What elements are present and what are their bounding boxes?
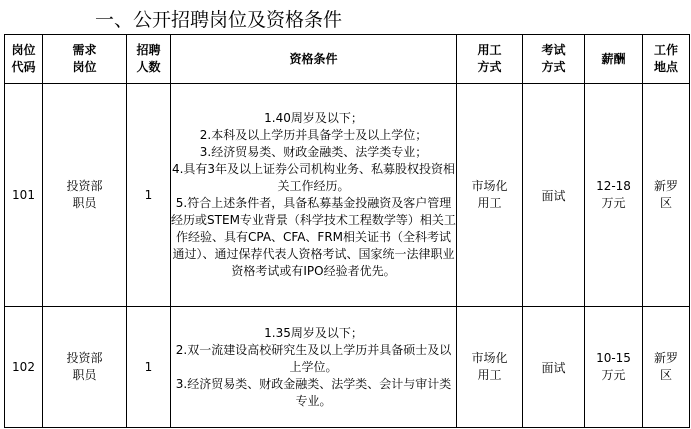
cell-position: 投资部 职员 bbox=[43, 307, 127, 428]
condition-item: 2.双一流建设高校研究生及以上学历并具备硕士及以上学位。 bbox=[175, 342, 452, 374]
cell-conditions bbox=[171, 307, 457, 428]
cell-count: 1 bbox=[127, 84, 171, 307]
cell-conditions bbox=[171, 84, 457, 307]
condition-item: 3.经济贸易类、财政金融类、法学类、会计与审计类专业。 bbox=[175, 376, 452, 408]
header-code: 岗位 代码 bbox=[5, 35, 43, 84]
page-title: 一、公开招聘岗位及资格条件 bbox=[95, 9, 343, 31]
cell-code: 102 bbox=[5, 307, 43, 428]
recruitment-table bbox=[4, 34, 690, 428]
header-exam: 考试 方式 bbox=[523, 35, 585, 84]
cell-location: 新罗 区 bbox=[643, 307, 690, 428]
condition-item: 3.经济贸易类、财政金融类、法学类专业； bbox=[199, 145, 428, 159]
header-position: 需求 岗位 bbox=[43, 35, 127, 84]
cell-position: 投资部 职员 bbox=[43, 84, 127, 307]
table-header-row bbox=[5, 35, 690, 84]
cell-exam: 面试 bbox=[523, 307, 585, 428]
cell-employment: 市场化 用工 bbox=[457, 307, 523, 428]
header-employment: 用工 方式 bbox=[457, 35, 523, 84]
condition-item: 1.40周岁及以下； bbox=[264, 111, 363, 125]
header-count: 招聘 人数 bbox=[127, 35, 171, 84]
cell-salary: 10-15 万元 bbox=[585, 307, 643, 428]
cell-employment: 市场化 用工 bbox=[457, 84, 523, 307]
cell-exam: 面试 bbox=[523, 84, 585, 307]
header-salary: 薪酬 bbox=[585, 35, 643, 84]
condition-item: 5.符合上述条件者，具备私募基金投融资及客户管理经历或STEM专业背景（科学技术工程数学等）相关工作经验、具有CPA、CFA、FRM相关证书（全科考试通过）、通过保荐代表人资格考试、国家统一法律职业资格考试或有IPO经验者优先。 bbox=[171, 196, 456, 278]
header-location: 工作 地点 bbox=[643, 35, 690, 84]
cell-location: 新罗 区 bbox=[643, 84, 690, 307]
condition-item: 1.35周岁及以下； bbox=[264, 325, 363, 340]
cell-code: 101 bbox=[5, 84, 43, 307]
cell-salary: 12-18 万元 bbox=[585, 84, 643, 307]
table-row bbox=[5, 84, 690, 307]
cell-count: 1 bbox=[127, 307, 171, 428]
header-conditions: 资格条件 bbox=[171, 35, 457, 84]
condition-item: 2.本科及以上学历并具备学士及以上学位； bbox=[199, 128, 428, 142]
table-row bbox=[5, 307, 690, 428]
condition-item: 4.具有3年及以上证券公司机构业务、私募股权投资相关工作经历。 bbox=[171, 162, 456, 193]
